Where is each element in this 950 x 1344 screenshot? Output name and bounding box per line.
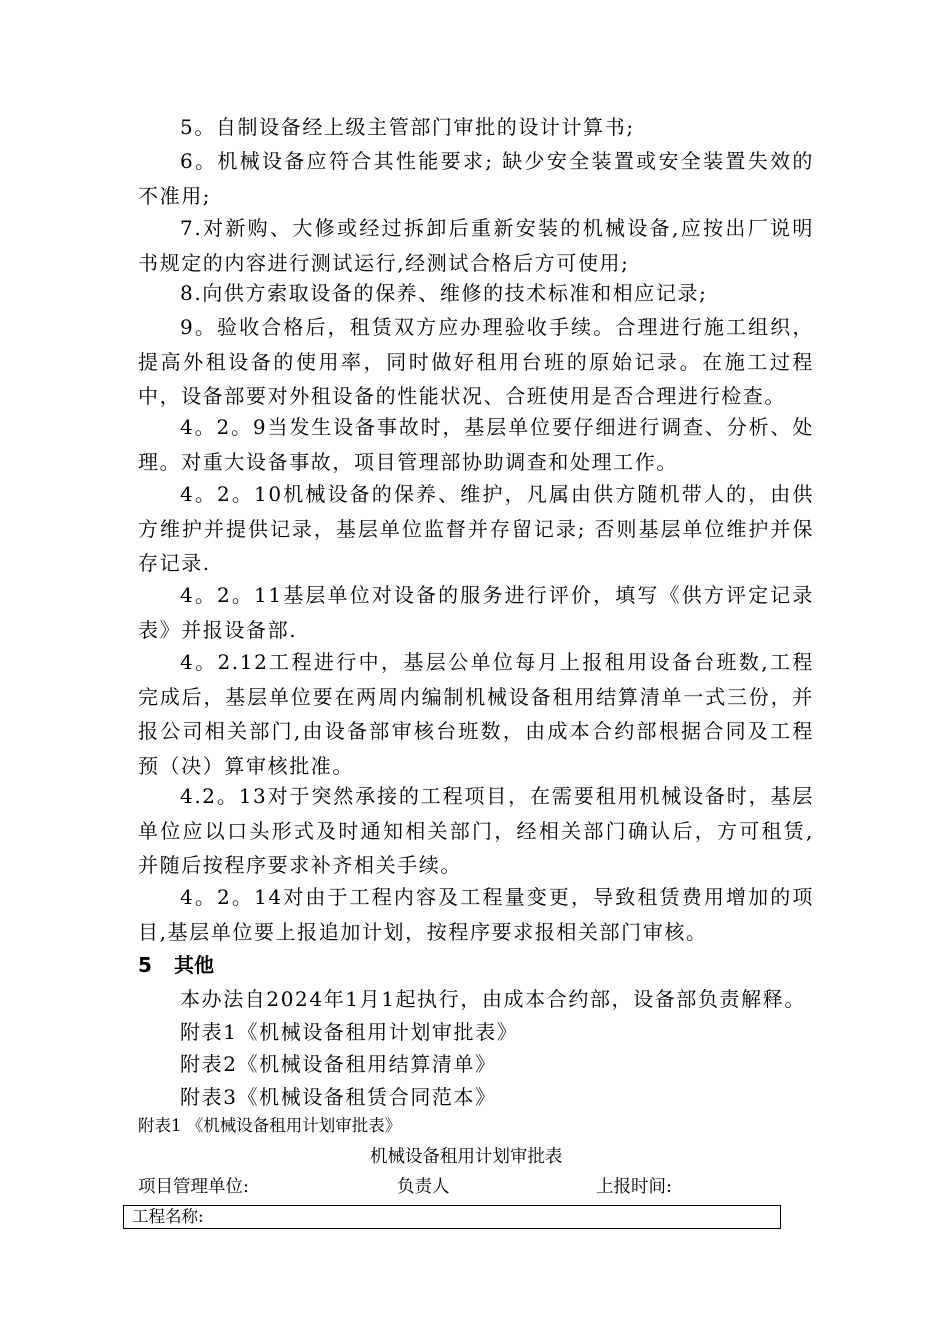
- section-number: 5: [138, 953, 152, 977]
- form-title: 机械设备租用计划审批表: [370, 1147, 563, 1167]
- unit-label: 项目管理单位:: [138, 1177, 249, 1197]
- paragraph-4-2-10: 4。2。10机械设备的保养、维护，凡属由供方随机带人的，由供方维护并提供记录，基层单位监督并存留记录; 否则基层单位维护并保存记录.: [138, 482, 814, 575]
- paragraph-item-8: 8.向供方索取设备的保养、维修的技术标准和相应记录;: [180, 281, 708, 305]
- time-label: 上报时间:: [596, 1177, 672, 1197]
- attachment-3-line: 附表3《机械设备租赁合同范本》: [180, 1085, 497, 1109]
- appendix-label: 附表1 《机械设备租用计划审批表》: [138, 1116, 402, 1135]
- paragraph-4-2-14: 4。2。14对由于工程内容及工程量变更，导致租赁费用增加的项目,基层单位要上报追加计划，按程序要求报相关部门审核。: [138, 885, 814, 944]
- paragraph-4-2-11: 4。2。11基层单位对设备的服务进行评价，填写《供方评定记录表》并报设备部.: [138, 583, 814, 642]
- paragraph-4-2-13: 4.2。13对于突然承接的工程项目，在需要租用机械设备时，基层单位应以口头形式及时通知相关部门，经相关部门确认后，方可租赁,并随后按程序要求补齐相关手续。: [138, 784, 814, 877]
- effective-date-paragraph: 本办法自2024年1月1起执行，由成本合约部，设备部负责解释。: [180, 987, 806, 1011]
- person-label: 负责人: [397, 1177, 450, 1197]
- paragraph-4-2-12: 4。2.12工程进行中，基层公单位每月上报租用设备台班数,工程完成后，基层单位要在两周内编制机械设备租用结算清单一式三份，并报公司相关部门,由设备部审核台班数，由成本合约部根据合同及工程预（决）算审核批准。: [138, 650, 814, 778]
- paragraph-item-9: 9。验收合格后，租赁双方应办理验收手续。合理进行施工组织，提高外租设备的使用率，同时做好租用台班的原始记录。在施工过程中，设备部要对外租设备的性能状况、合班使用是否合理进行检查。: [138, 315, 814, 408]
- paragraph-4-2-9: 4。2。9当发生设备事故时，基层单位要仔细进行调查、分析、处理。对重大设备事故，项目管理部协助调查和处理工作。: [138, 415, 814, 474]
- section-title: 其他: [174, 953, 214, 977]
- attachment-2-line: 附表2《机械设备租用结算清单》: [180, 1052, 497, 1076]
- attachment-1-line: 附表1《机械设备租用计划审批表》: [180, 1020, 519, 1044]
- section-heading: [138, 948, 214, 982]
- paragraph-item-5: 5。自制设备经上级主管部门审批的设计计算书;: [180, 115, 635, 139]
- paragraph-item-6: 6。机械设备应符合其性能要求; 缺少安全装置或安全装置失效的不准用;: [138, 149, 814, 208]
- project-name-box: [123, 1205, 781, 1229]
- paragraph-item-7: 7.对新购、大修或经过拆卸后重新安装的机械设备,应按出厂说明书规定的内容进行测试运行,经测试合格后方可使用;: [138, 216, 814, 275]
- project-name-label: 工程名称:: [132, 1207, 204, 1226]
